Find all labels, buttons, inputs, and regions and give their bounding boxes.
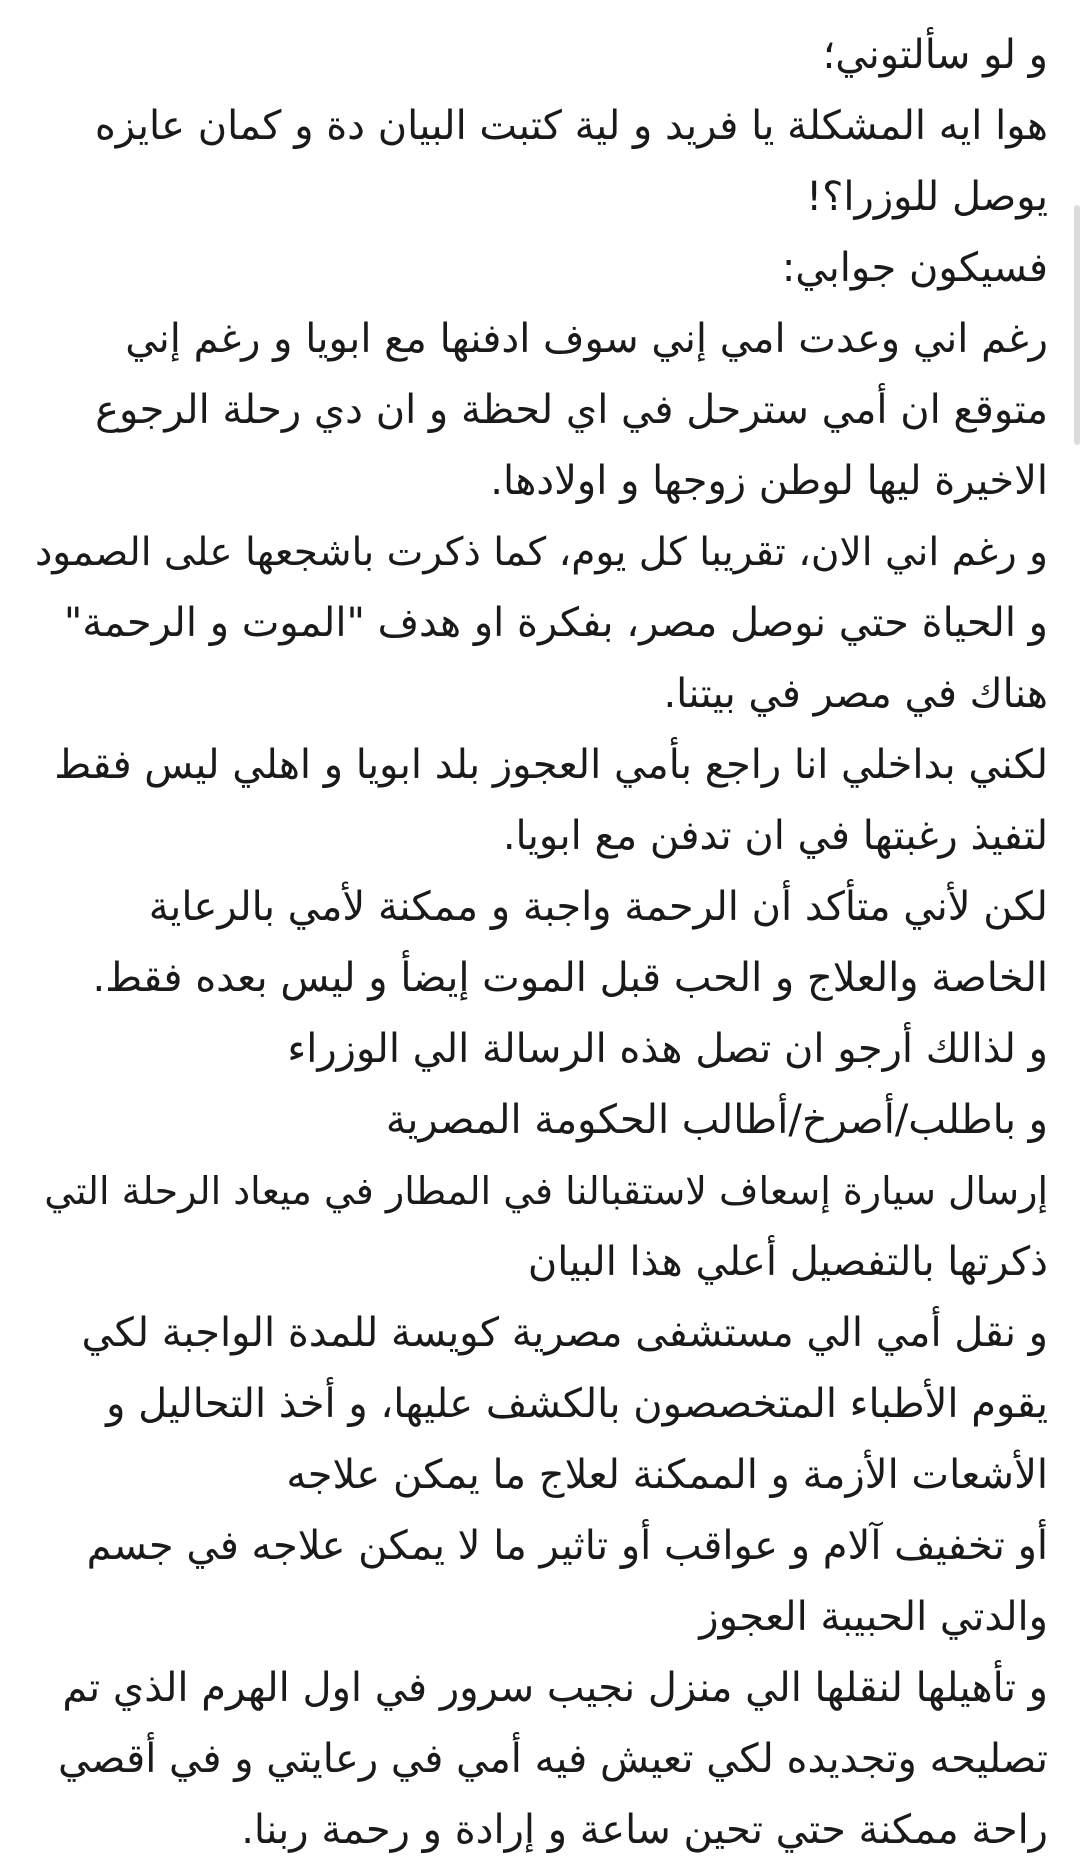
post-line: هوا ايه المشكلة يا فريد و لية كتبت البيان دة و كمان عايزه xyxy=(94,103,1048,149)
post-line: و رغم اني الان، تقريبا كل يوم، كما ذكرت باشجعها على الصمود xyxy=(34,530,1048,575)
post-line: لكني بداخلي انا راجع بأمي العجوز بلد ابويا و اهلي ليس فقط xyxy=(54,742,1048,788)
post-line: و لو سألتوني؛ xyxy=(822,32,1048,78)
post-line: لتفيذ رغبتها في ان تدفن مع ابويا. xyxy=(502,813,1048,859)
post-line: والدتي الحبيبة العجوز xyxy=(699,1594,1048,1640)
post-line: متوقع ان أمي سترحل في اي لحظة و ان دي رحلة الرجوع xyxy=(95,387,1048,433)
post-body xyxy=(20,20,1048,1866)
post-line: فسيكون جوابي: xyxy=(781,245,1048,291)
post-line: أو تخفيف آلام و عواقب أو تاثير ما لا يمكن علاجه في جسم xyxy=(86,1523,1048,1569)
post-line: و الحياة حتي نوصل مصر، بفكرة او هدف "الموت و الرحمة" xyxy=(63,600,1048,646)
post-line: يوصل للوزرا؟! xyxy=(806,174,1048,220)
post-line: رغم اني وعدت امي إني سوف ادفنها مع ابويا و رغم إني xyxy=(125,316,1048,362)
post-line: إرسال سيارة إسعاف لاستقبالنا في المطار في ميعاد الرحلة التي xyxy=(44,1169,1048,1213)
scrollbar-thumb[interactable] xyxy=(1074,205,1080,445)
post-line: راحة ممكنة حتي تحين ساعة و إرادة و رحمة ربنا. xyxy=(241,1807,1048,1853)
post-line: الأشعات الأزمة و الممكنة لعلاج ما يمكن علاجه xyxy=(286,1452,1048,1498)
post-line: ذكرتها بالتفصيل أعلي هذا البيان xyxy=(527,1239,1048,1285)
post-line: يقوم الأطباء المتخصصون بالكشف عليها، و أخذ التحاليل و xyxy=(106,1381,1048,1427)
post-line: هناك في مصر في بيتنا. xyxy=(663,671,1048,717)
post-line: و باطلب/أصرخ/أطالب الحكومة المصرية xyxy=(385,1097,1048,1143)
post-line: تصليحه وتجديده لكي تعيش فيه أمي في رعايتي و في أقصي xyxy=(58,1736,1048,1782)
post-line: و لذالك أرجو ان تصل هذه الرسالة الي الوزراء xyxy=(287,1026,1048,1072)
post-line: الخاصة والعلاج و الحب قبل الموت إيضأ و ليس بعده فقط. xyxy=(92,955,1048,1001)
post-line: و نقل أمي الي مستشفى مصرية كويسة للمدة الواجبة لكي xyxy=(81,1310,1048,1356)
post-line: و تأهيلها لنقلها الي منزل نجيب سرور في اول الهرم الذي تم xyxy=(62,1665,1048,1711)
post-line: لكن لأني متأكد أن الرحمة واجبة و ممكنة لأمي بالرعاية xyxy=(148,884,1048,930)
post-line: الاخيرة ليها لوطن زوجها و اولادها. xyxy=(490,458,1048,504)
